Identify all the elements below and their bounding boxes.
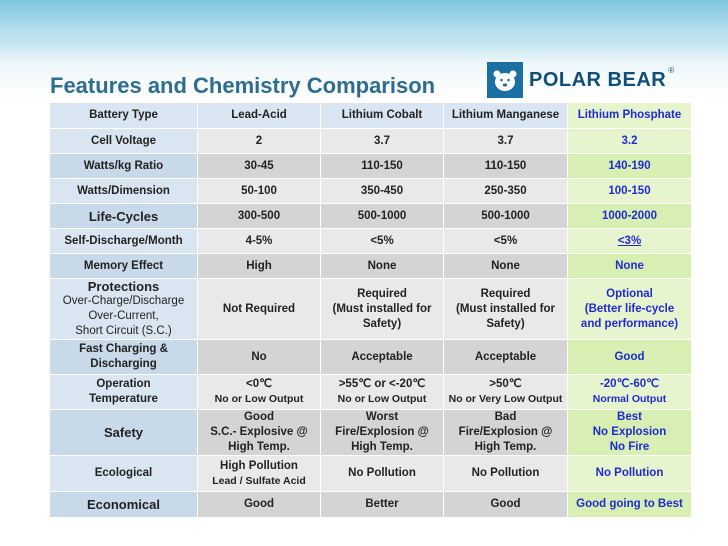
cell-line: Safety) (362, 317, 402, 330)
table-row (50, 179, 692, 204)
cell-line: >55℃ or <-20℃ (338, 378, 426, 390)
column-header: Lithium Manganese (444, 103, 568, 129)
cell-line: High Temp. (474, 441, 537, 453)
cell-cobalt: No Pollution (321, 456, 444, 492)
table-row (50, 204, 692, 229)
cell-line: Required (357, 287, 407, 300)
cell-phosphate: 140-190 (568, 154, 692, 179)
table-row (50, 154, 692, 179)
cell-cobalt: 3.7 (321, 129, 444, 154)
table-row (50, 129, 692, 154)
cell-cobalt: 500-1000 (321, 204, 444, 229)
cell-lead: 4-5% (198, 229, 321, 254)
cell-line: Fire/Explosion @ (458, 426, 553, 438)
table-row (50, 375, 692, 410)
row-label: Ecological (50, 456, 198, 492)
cell-cobalt: None (321, 254, 444, 279)
cell-lead: High (198, 254, 321, 279)
cell-phosphate: <3% (568, 229, 692, 254)
table-row (50, 492, 692, 518)
table-row (50, 410, 692, 456)
cell-lead: Not Required (198, 279, 321, 340)
row-label: Life-Cycles (50, 204, 198, 229)
cell-line: S.C.- Explosive @ (210, 426, 308, 438)
polar-bear-logo (487, 62, 674, 98)
cell-line: <0℃ (245, 378, 273, 390)
row-label: Cell Voltage (50, 129, 198, 154)
cell-line: Good (243, 411, 275, 423)
cell-cobalt: 350-450 (321, 179, 444, 204)
cell-line: Discharging (90, 358, 157, 370)
header-band (0, 0, 728, 60)
cell-lead: 300-500 (198, 204, 321, 229)
table-row (50, 456, 692, 492)
cell-lead (198, 410, 321, 456)
table-header-row (50, 103, 692, 129)
cell-line: Over-Current, (88, 310, 159, 322)
page-title: Features and Chemistry Comparison (50, 73, 436, 98)
cell-phosphate (568, 410, 692, 456)
logo-text: POLAR BEAR (529, 68, 667, 91)
cell-lead (198, 375, 321, 410)
row-label: Economical (50, 492, 198, 518)
cell-lead: 50-100 (198, 179, 321, 204)
cell-line: Worst (365, 411, 399, 423)
cell-line: No or Low Output (214, 393, 304, 405)
cell-manganese: 110-150 (444, 154, 568, 179)
cell-manganese: 500-1000 (444, 204, 568, 229)
cell-line: No Explosion (592, 426, 667, 438)
cell-line: Short Circuit (S.C.) (75, 325, 172, 337)
row-label: Safety (50, 410, 198, 456)
table-row (50, 229, 692, 254)
cell-line: Over-Charge/Discharge (62, 295, 185, 307)
row-label: Self-Discharge/Month (50, 229, 198, 254)
logo-registered-mark: ® (668, 66, 675, 75)
cell-line: No or Very Low Output (448, 393, 563, 405)
column-header: Lithium Cobalt (321, 103, 444, 129)
cell-lead: Good (198, 492, 321, 518)
cell-manganese (444, 375, 568, 410)
cell-line: Fire/Explosion @ (335, 426, 429, 438)
cell-line: Temperature (89, 393, 158, 405)
cell-line: >50℃ (489, 378, 522, 390)
cell-cobalt: 110-150 (321, 154, 444, 179)
cell-line: Bad (494, 411, 517, 423)
cell-manganese: 3.7 (444, 129, 568, 154)
cell-line: (Must installed for (455, 302, 556, 315)
column-header: Lithium Phosphate (568, 103, 692, 129)
table-row (50, 340, 692, 375)
polar-bear-icon (487, 62, 523, 98)
cell-phosphate: Good going to Best (568, 492, 692, 518)
comparison-table (49, 102, 692, 518)
cell-manganese: <5% (444, 229, 568, 254)
cell-phosphate: Good (568, 340, 692, 375)
cell-line: (Must installed for (332, 302, 432, 315)
cell-manganese: Acceptable (444, 340, 568, 375)
cell-cobalt (321, 410, 444, 456)
cell-manganese: None (444, 254, 568, 279)
table-row (50, 254, 692, 279)
cell-line: Normal Output (592, 393, 667, 405)
cell-cobalt: <5% (321, 229, 444, 254)
cell-phosphate: 3.2 (568, 129, 692, 154)
cell-phosphate: 100-150 (568, 179, 692, 204)
row-label (50, 340, 198, 375)
cell-manganese: No Pollution (444, 456, 568, 492)
row-label (50, 279, 198, 340)
row-label: Watts/kg Ratio (50, 154, 198, 179)
column-header: Battery Type (50, 103, 198, 129)
row-label: Memory Effect (50, 254, 198, 279)
cell-line: Optional (606, 287, 653, 300)
row-label (50, 375, 198, 410)
cell-line: High Temp. (228, 441, 290, 453)
cell-line: Operation (96, 378, 151, 390)
cell-manganese: Good (444, 492, 568, 518)
cell-line: Required (480, 287, 531, 300)
cell-phosphate (568, 279, 692, 340)
cell-phosphate: 1000-2000 (568, 204, 692, 229)
cell-line: and performance) (580, 317, 679, 330)
cell-line: Best (617, 411, 642, 423)
cell-line: -20℃-60℃ (599, 378, 660, 390)
cell-line: High Pollution (220, 459, 298, 472)
cell-line: No or Low Output (337, 393, 427, 405)
cell-phosphate (568, 375, 692, 410)
cell-lead (198, 456, 321, 492)
cell-phosphate: None (568, 254, 692, 279)
cell-lead: 30-45 (198, 154, 321, 179)
column-header: Lead-Acid (198, 103, 321, 129)
table-row (50, 279, 692, 340)
cell-phosphate: No Pollution (568, 456, 692, 492)
cell-line: Lead / Sulfate Acid (212, 474, 306, 487)
cell-lead: No (198, 340, 321, 375)
cell-line: (Better life-cycle (584, 302, 675, 315)
cell-line: Fast Charging & (79, 343, 168, 355)
cell-line: No Fire (609, 441, 650, 453)
cell-cobalt: Better (321, 492, 444, 518)
cell-manganese (444, 410, 568, 456)
cell-manganese (444, 279, 568, 340)
cell-cobalt (321, 375, 444, 410)
cell-line: Protections (87, 279, 160, 294)
cell-manganese: 250-350 (444, 179, 568, 204)
cell-cobalt (321, 279, 444, 340)
cell-line: High Temp. (351, 441, 413, 453)
cell-cobalt: Acceptable (321, 340, 444, 375)
cell-lead: 2 (198, 129, 321, 154)
row-label: Watts/Dimension (50, 179, 198, 204)
cell-line: Safety) (486, 317, 525, 330)
